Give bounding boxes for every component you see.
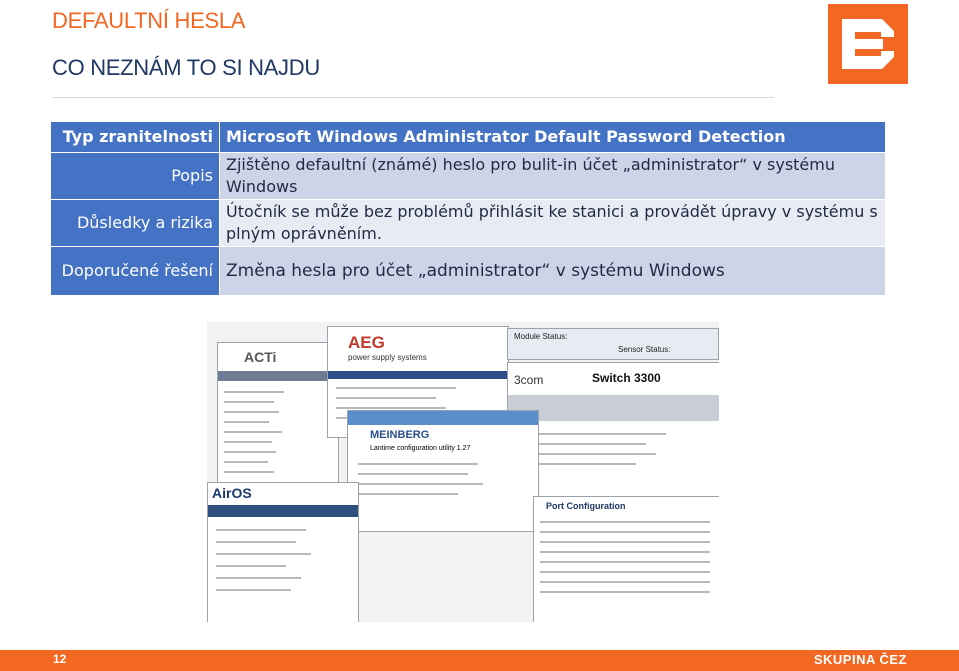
aeg-tagline: power supply systems	[348, 353, 427, 362]
lantime-title: Lantime configuration utility 1.27	[370, 445, 471, 452]
value-description: Zjištěno defaultní (známé) heslo pro bulit-in účet „administrator“ v systému Windows	[220, 153, 886, 200]
port-config-title: Port Configuration	[546, 501, 626, 511]
brand-name: SKUPINA ČEZ	[813, 652, 907, 667]
port-config-screenshot	[533, 496, 719, 622]
page-number: 12	[53, 652, 67, 666]
table-row-impact	[51, 200, 886, 247]
label-description: Popis	[51, 153, 220, 200]
acti-logo: ACTi	[244, 349, 277, 365]
label-type: Typ zranitelnosti	[51, 122, 220, 153]
module-status-label: Module Status:	[514, 332, 568, 341]
vulnerability-table	[50, 121, 886, 296]
value-impact: Útočník se může bez problémů přihlásit ke stanici a provádět úpravy v systému s plným oprávněním.	[220, 200, 886, 247]
value-solution: Změna hesla pro účet „administrator“ v systému Windows	[220, 247, 886, 296]
title-divider	[52, 97, 774, 98]
sensor-status-label: Sensor Status:	[618, 345, 671, 354]
switch-title: Switch 3300	[592, 371, 661, 385]
table-row-solution	[51, 247, 886, 296]
cez-logo	[828, 4, 908, 84]
label-impact: Důsledky a rizika	[51, 200, 220, 247]
aeg-status-screenshot	[507, 328, 719, 360]
airos-logo: AirOS	[212, 485, 252, 501]
footer-bar	[0, 650, 959, 671]
slide-title: DEFAULTNÍ HESLA	[52, 8, 246, 33]
meinberg-screenshot	[347, 410, 539, 532]
aeg-logo: AEG	[348, 333, 385, 352]
meinberg-logo: MEINBERG	[370, 429, 430, 441]
3com-logo: 3com	[514, 373, 544, 387]
screenshot-collage	[207, 322, 719, 622]
label-solution: Doporučené řešení	[51, 247, 220, 296]
table-row-type	[51, 122, 886, 153]
table-row-description	[51, 153, 886, 200]
slide-subtitle: CO NEZNÁM TO SI NAJDU	[52, 55, 320, 80]
airos-screenshot	[207, 482, 359, 622]
value-type: Microsoft Windows Administrator Default Password Detection	[220, 122, 886, 153]
